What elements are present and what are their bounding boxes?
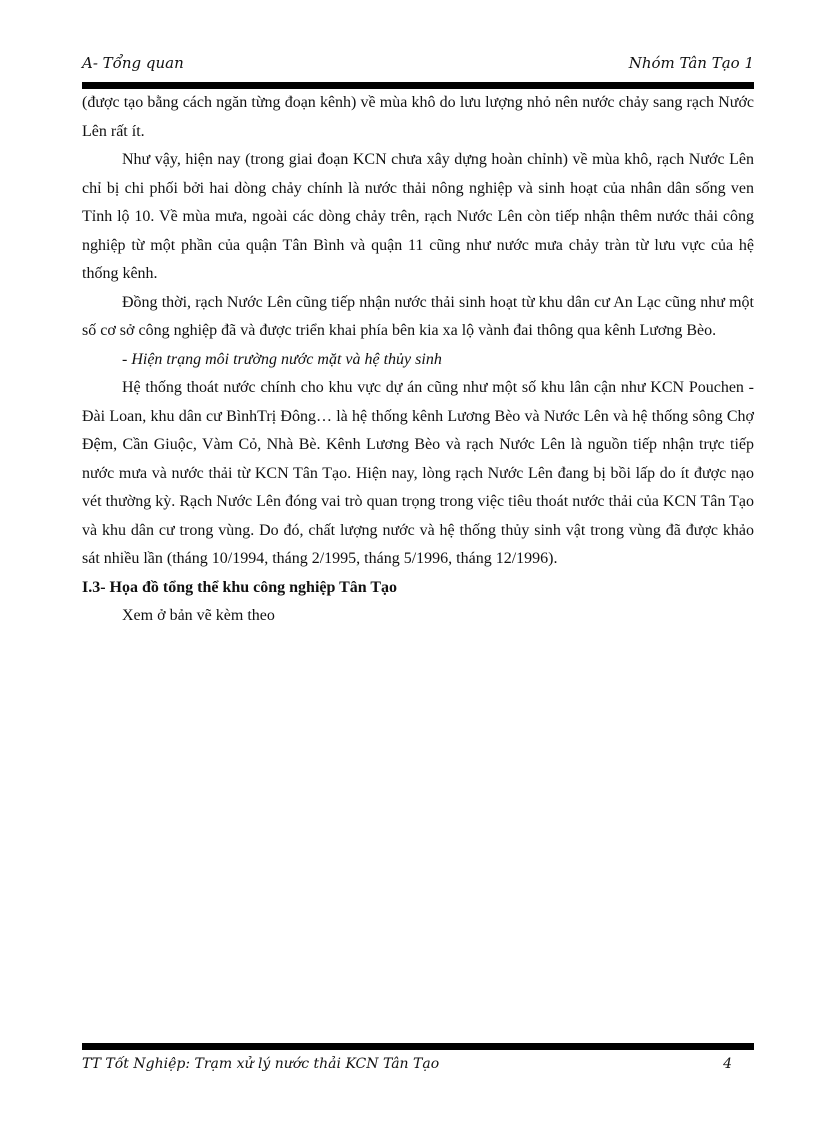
page-header xyxy=(82,54,754,80)
footer-rule xyxy=(82,1043,754,1050)
page-number: 4 xyxy=(723,1056,732,1072)
page-footer xyxy=(82,1056,754,1080)
subheading-surface-water: - Hiện trạng môi trường nước mặt và hệ thủy sinh xyxy=(122,350,442,368)
paragraph-current-state: Như vậy, hiện nay (trong giai đoạn KCN chưa xây dựng hoàn chỉnh) về mùa khô, rạch Nước Lên chỉ bị chi phối bởi hai dòng chảy chính là nước thải nông nghiệp và sinh hoạt của nhân dân sống ven Tỉnh lộ 10. Về mùa mưa, ngoài các dòng chảy trên, rạch Nước Lên còn tiếp nhận thêm nước thải công nghiệp từ một phần của quận Tân Bình và quận 11 cũng như nước mưa chảy tràn từ lưu vực của hệ thống kênh. xyxy=(82,151,754,282)
header-section-title: A- Tổng quan xyxy=(82,54,184,72)
paragraph-see-drawing: Xem ở bản vẽ kèm theo xyxy=(122,607,275,624)
header-rule xyxy=(82,82,754,89)
header-group-name: Nhóm Tân Tạo 1 xyxy=(628,54,754,72)
page-content xyxy=(82,89,754,631)
paragraph-drainage-system: Hệ thống thoát nước chính cho khu vực dự án cũng như một số khu lân cận như KCN Pouchen - Đài Loan, khu dân cư BìnhTrị Đông… là hệ thống kênh Lương Bèo và Nước Lên và hệ thống sông Chợ Đệm, Cần Giuộc, Vàm Cỏ, Nhà Bè. Kênh Lương Bèo và rạch Nước Lên là nguồn tiếp nhận trực tiếp nước mưa và nước thải từ KCN Tân Tạo. Hiện nay, lòng rạch Nước Lên đang bị bồi lấp do ít được nạo vét thường kỳ. Rạch Nước Lên đóng vai trò quan trọng trong việc tiêu thoát nước thải của KCN Tân Tạo và khu dân cư trong vùng. Do đó, chất lượng nước và hệ thống thủy sinh vật trong vùng đã được khảo sát nhiều lần (tháng 10/1994, tháng 2/1995, tháng 5/1996, tháng 12/1996). xyxy=(82,379,754,567)
footer-thesis-title: TT Tốt Nghiệp: Trạm xử lý nước thải KCN Tân Tạo xyxy=(82,1056,440,1072)
paragraph-continuation: (được tạo bằng cách ngăn từng đoạn kênh) về mùa khô do lưu lượng nhỏ nên nước chảy sang rạch Nước Lên rất ít. xyxy=(82,94,754,140)
paragraph-additional-sources: Đồng thời, rạch Nước Lên cũng tiếp nhận nước thải sinh hoạt từ khu dân cư An Lạc cũng như một số cơ sở công nghiệp đã và được triển khai phía bên kia xa lộ vành đai thông qua kênh Lương Bèo. xyxy=(82,293,754,339)
section-heading: I.3- Họa đồ tổng thể khu công nghiệp Tân Tạo xyxy=(82,578,398,596)
